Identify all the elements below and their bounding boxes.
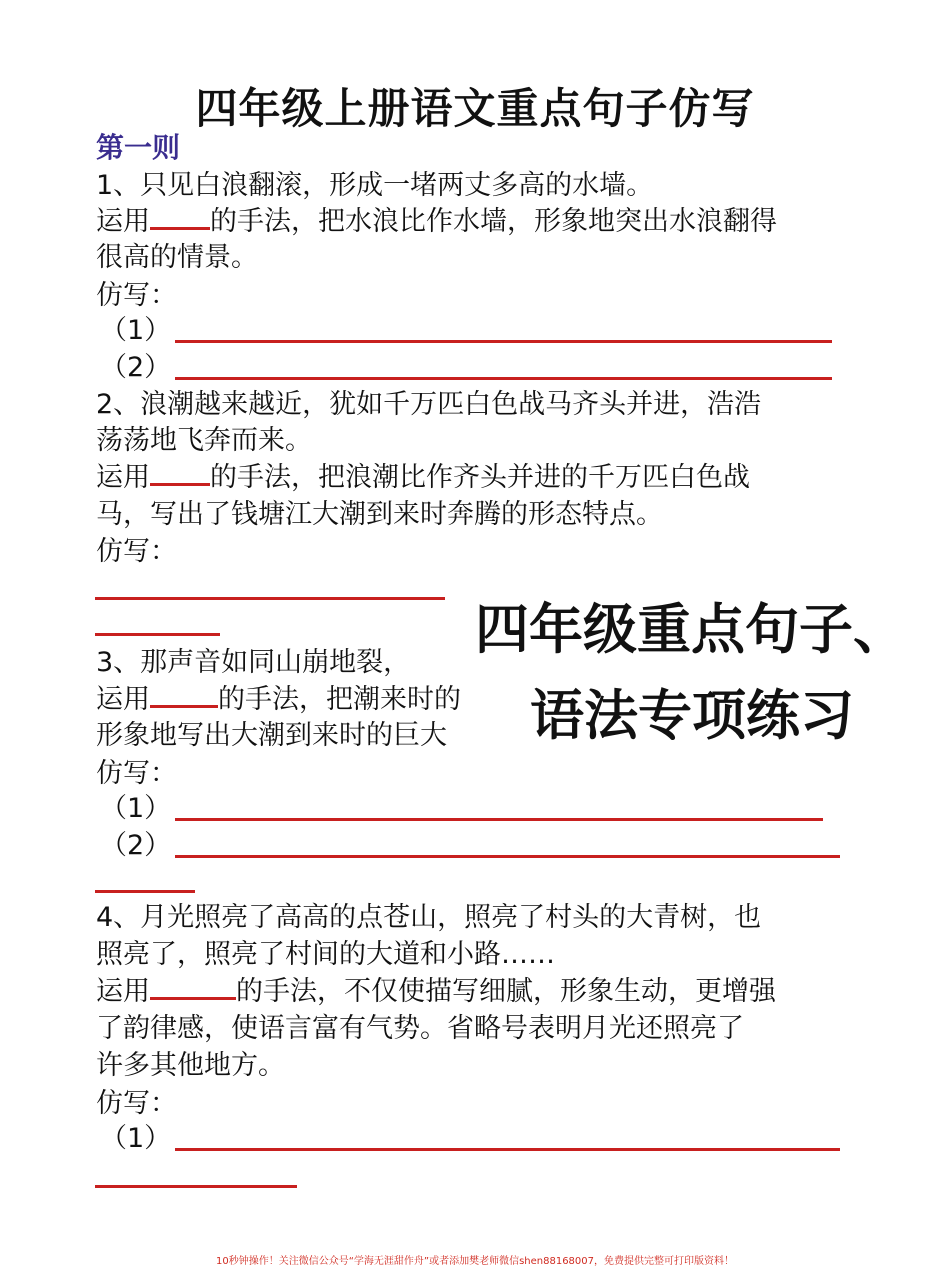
item3-answer-blank[interactable] — [150, 683, 218, 708]
item1-imitate-label: 仿写： — [96, 280, 177, 311]
item4-blank1-num: （1） — [100, 1123, 172, 1154]
item4-sentence-line2: 照亮了，照亮了村间的大道和小路…… — [96, 939, 555, 970]
item2-sentence-line2: 荡荡地飞奔而来。 — [96, 425, 312, 456]
item3-explain: 运用 的手法，把潮来时的 — [96, 684, 461, 715]
item4-explain: 运用 的手法，不仅使描写细腻，形象生动，更增强 — [96, 976, 776, 1007]
item3-blank1-num: （1） — [100, 793, 172, 824]
item1-explain-cont: 很高的情景。 — [96, 242, 258, 273]
page-title: 四年级上册语文重点句子仿写 — [195, 84, 755, 133]
item4-explain-cont2: 许多其他地方。 — [96, 1050, 285, 1081]
item4-answer-blank[interactable] — [150, 975, 236, 1000]
overlay-caption — [475, 585, 940, 750]
item3-blank2-num: （2） — [100, 830, 172, 861]
item3-blank2-line[interactable] — [175, 855, 840, 858]
item4-sentence-line1: 4、月光照亮了高高的点苍山，照亮了村头的大青树，也 — [96, 902, 762, 933]
section-heading: 第一则 — [96, 131, 181, 164]
item4-blank-extra-line[interactable] — [95, 1185, 297, 1188]
item3-blank1-line[interactable] — [175, 818, 823, 821]
item2-explain: 运用 的手法，把浪潮比作齐头并进的千万匹白色战 — [96, 462, 750, 493]
item2-sentence-line1: 2、浪潮越来越近，犹如千万匹白色战马齐头并进，浩浩 — [96, 389, 762, 420]
item3-explain-cont: 形象地写出大潮到来时的巨大 — [96, 720, 447, 751]
item1-blank2-line[interactable] — [175, 377, 832, 380]
item1-explain: 运用 的手法，把水浪比作水墙，形象地突出水浪翻得 — [96, 206, 777, 237]
item1-answer-blank[interactable] — [150, 205, 210, 230]
overlay-line1: 四年级重点句子、 — [475, 598, 907, 661]
item4-imitate-label: 仿写： — [96, 1088, 177, 1119]
item2-answer-blank[interactable] — [150, 461, 210, 486]
item3-sentence: 3、那声音如同山崩地裂， — [96, 647, 411, 678]
item1-blank1-line[interactable] — [175, 340, 832, 343]
item3-blank-extra-line[interactable] — [95, 890, 195, 893]
item1-sentence: 1、只见白浪翻滚，形成一堵两丈多高的水墙。 — [96, 170, 654, 201]
footer-note: 10秒钟操作！关注微信公众号“学海无涯甜作舟”或者添加樊老师微信shen88168007，免费提供完整可打印版资料！ — [215, 1256, 735, 1267]
item2-blank-line1[interactable] — [95, 597, 445, 600]
item1-blank1-num: （1） — [100, 315, 172, 346]
overlay-line2: 语法专项练习 — [530, 684, 854, 747]
item2-blank-line2[interactable] — [95, 633, 220, 636]
item4-explain-cont1: 了韵律感，使语言富有气势。省略号表明月光还照亮了 — [96, 1013, 744, 1044]
item2-explain-cont: 马，写出了钱塘江大潮到来时奔腾的形态特点。 — [96, 499, 663, 530]
item2-imitate-label: 仿写： — [96, 536, 177, 567]
item4-blank1-line[interactable] — [175, 1148, 840, 1151]
item1-blank2-num: （2） — [100, 352, 172, 383]
item3-imitate-label: 仿写： — [96, 758, 177, 789]
